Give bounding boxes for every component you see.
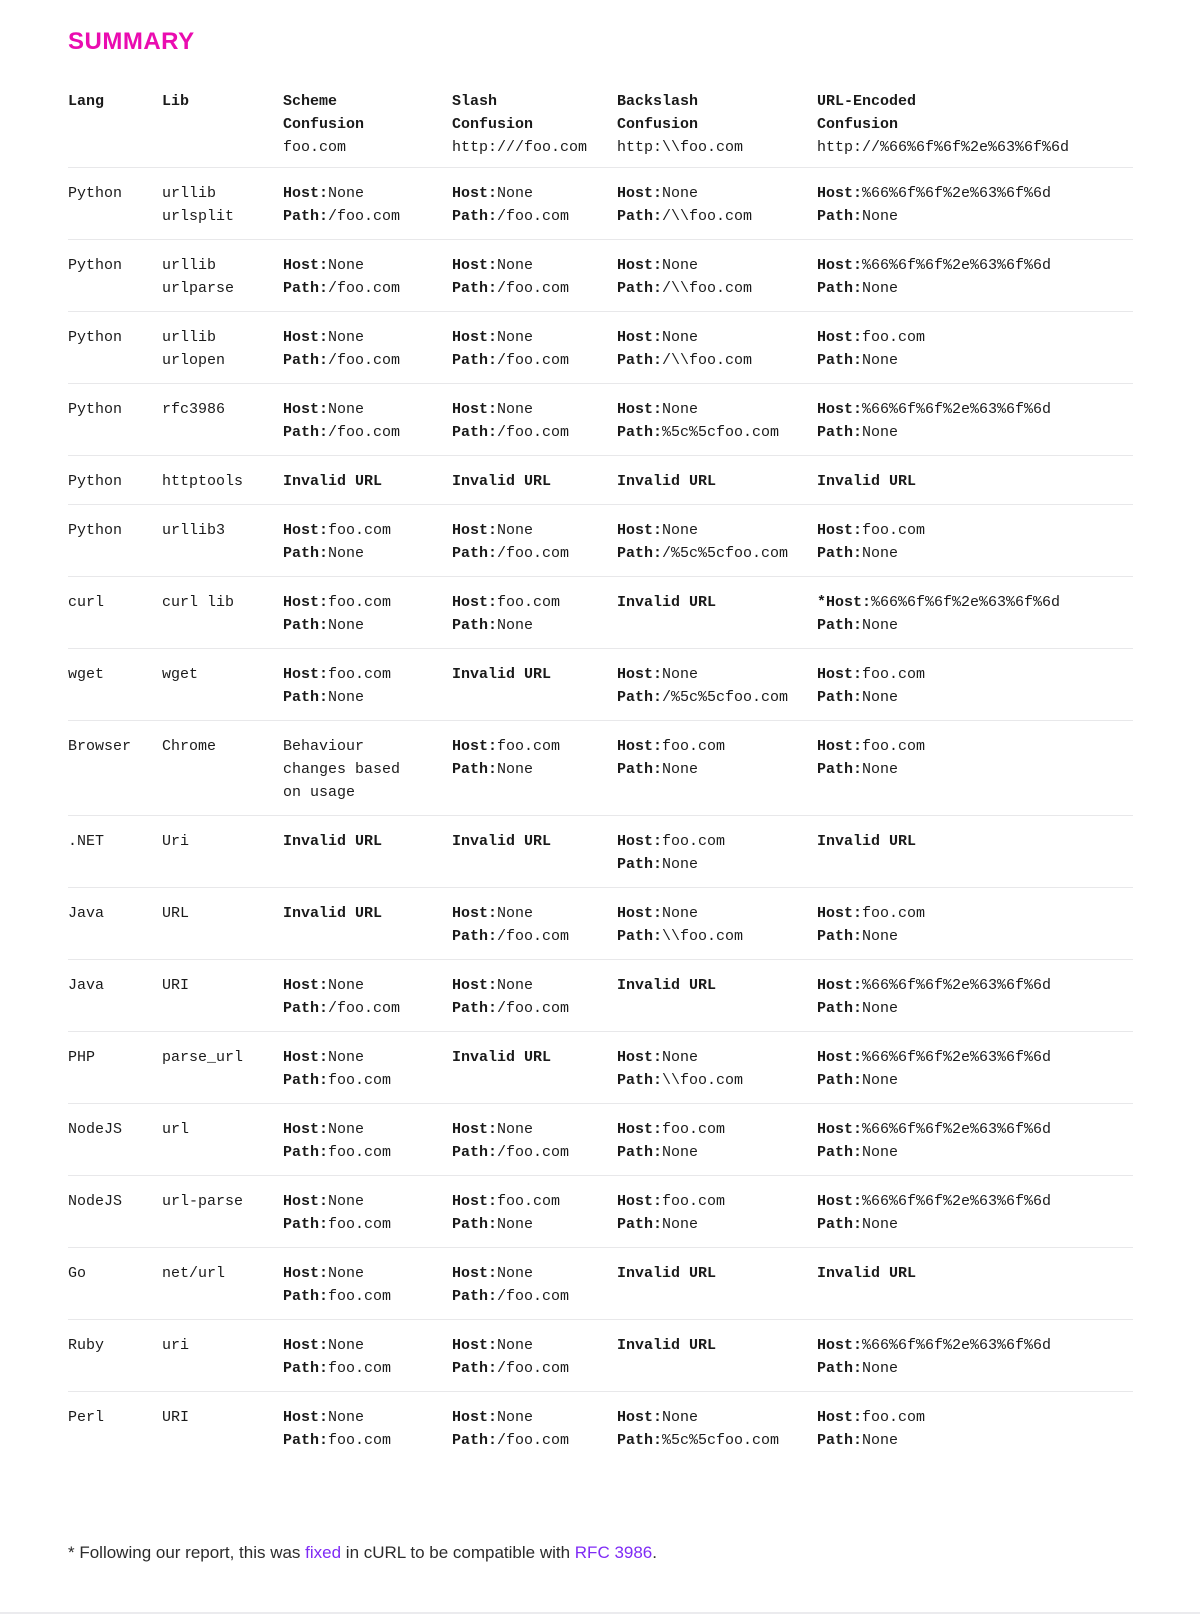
result-cell: Host:None Path:/foo.com [452,905,570,945]
column-example-url: http:///foo.com [452,139,588,156]
footnote [68,1543,1133,1563]
lib-cell: rfc3986 [162,401,226,418]
result-cell: Host:foo.com Path:None [617,1193,726,1233]
result-cell: Host:foo.com Path:None [617,833,726,873]
result-cell: Host:None Path:/%5c%5cfoo.com [617,666,789,706]
lib-cell: URL [162,905,190,922]
result-cell: Host:None Path:/foo.com [283,329,401,369]
result-cell: Invalid URL [283,833,383,850]
lib-cell: wget [162,666,199,683]
lib-cell: Uri [162,833,190,850]
result-cell: Invalid URL [452,833,552,850]
table-row [68,1319,1133,1391]
result-cell: Host:None Path:/%5c%5cfoo.com [617,522,789,562]
result-cell: Host:foo.com Path:None [452,738,561,778]
lib-cell: urllib urlopen [162,329,226,369]
result-cell: Host:None Path:/foo.com [283,401,401,441]
column-header-0: Lang [68,93,105,110]
lang-cell: Python [68,522,123,539]
table-row [68,959,1133,1031]
table-row [68,1175,1133,1247]
result-cell: Host:foo.com Path:None [817,329,926,369]
table-row [68,648,1133,720]
result-cell: Host:foo.com Path:None [817,522,926,562]
lib-cell: parse_url [162,1049,244,1066]
result-cell: Host:None Path:/\\foo.com [617,329,753,369]
result-cell: Host:None Path:/\\foo.com [617,185,753,225]
lang-cell: Python [68,329,123,346]
table-row [68,383,1133,455]
result-cell: Host:%66%6f%6f%2e%63%6f%6d Path:None [817,257,1052,297]
lang-cell: Python [68,257,123,274]
table-row [68,1103,1133,1175]
lib-cell: url [162,1121,190,1138]
summary-table [68,90,1133,1463]
result-cell: Host:foo.com Path:None [283,666,392,706]
column-example-url: http://%66%6f%6f%2e%63%6f%6d [817,139,1070,156]
table-row [68,576,1133,648]
result-cell: Invalid URL [617,594,717,611]
column-header-4: Backslash Confusion http:\\foo.com [617,90,817,159]
table-row [68,311,1133,383]
result-cell: Host:None Path:/foo.com [452,977,570,1017]
lang-cell: Java [68,977,105,994]
column-header-1: Lib [162,93,190,110]
result-cell: Host:None Path:/foo.com [283,257,401,297]
result-cell: Host:%66%6f%6f%2e%63%6f%6d Path:None [817,185,1052,225]
result-cell: Host:None Path:/foo.com [452,257,570,297]
result-cell: Host:None Path:/foo.com [452,1337,570,1377]
result-cell: Host:foo.com Path:None [283,522,392,562]
result-cell: Host:%66%6f%6f%2e%63%6f%6d Path:None [817,1193,1052,1233]
result-cell: Invalid URL [283,905,383,922]
footnote-link[interactable]: RFC 3986 [574,1543,653,1562]
column-example-url: http:\\foo.com [617,139,744,156]
lib-cell: URI [162,977,190,994]
result-cell: Invalid URL [283,473,383,490]
result-cell: Host:None Path:\\foo.com [617,905,744,945]
result-cell: Host:foo.com Path:None [817,905,926,945]
result-cell: Host:%66%6f%6f%2e%63%6f%6d Path:None [817,401,1052,441]
footnote-text: in cURL to be compatible with [341,1543,575,1562]
column-example-url: foo.com [283,139,347,156]
lang-cell: Python [68,401,123,418]
lang-cell: NodeJS [68,1193,123,1210]
table-row [68,1391,1133,1463]
result-cell: Host:None Path:/foo.com [452,401,570,441]
lib-cell: urllib urlsplit [162,185,235,225]
result-cell: Host:None Path:/\\foo.com [617,257,753,297]
result-cell: Host:None Path:foo.com [283,1193,392,1233]
result-cell: Host:foo.com Path:None [817,1409,926,1449]
table-rows [68,167,1133,1463]
table-row [68,167,1133,239]
result-cell: Host:foo.com Path:None [617,738,726,778]
table-row [68,239,1133,311]
result-cell: Host:None Path:foo.com [283,1121,392,1161]
result-cell: Invalid URL [617,1265,717,1282]
result-cell: Invalid URL [817,833,917,850]
result-cell: Host:None Path:foo.com [283,1337,392,1377]
footnote-text: * Following our report, this was [68,1543,306,1562]
result-cell: Host:%66%6f%6f%2e%63%6f%6d Path:None [817,977,1052,1017]
result-cell: Host:None Path:\\foo.com [617,1049,744,1089]
table-row [68,815,1133,887]
lang-cell: PHP [68,1049,96,1066]
lang-cell: Python [68,473,123,490]
table-row [68,1247,1133,1319]
result-cell: Host:foo.com Path:None [817,738,926,778]
footnote-link[interactable]: fixed [305,1543,342,1562]
result-cell: Host:None Path:/foo.com [452,522,570,562]
column-header-5: URL-Encoded Confusion http://%66%6f%6f%2e%63%6f%6d [817,90,1133,159]
result-cell: Host:foo.com Path:None [452,1193,561,1233]
lang-cell: Browser [68,738,132,755]
result-cell: Host:foo.com Path:None [452,594,561,634]
result-cell: Invalid URL [817,1265,917,1282]
result-cell: Invalid URL [452,666,552,683]
column-header-2: Scheme Confusion foo.com [283,90,452,159]
result-cell: Invalid URL [452,473,552,490]
lib-cell: urllib3 [162,522,226,539]
result-cell: Host:%66%6f%6f%2e%63%6f%6d Path:None [817,1121,1052,1161]
table-row [68,455,1133,504]
result-cell: Host:None Path:/foo.com [283,185,401,225]
lang-cell: NodeJS [68,1121,123,1138]
column-header-3: Slash Confusion http:///foo.com [452,90,617,159]
result-cell: Host:None Path:/foo.com [452,1409,570,1449]
result-cell: Host:None Path:foo.com [283,1049,392,1089]
lang-cell: Go [68,1265,87,1282]
result-cell: Host:None Path:%5c%5cfoo.com [617,1409,780,1449]
lang-cell: Python [68,185,123,202]
lib-cell: URI [162,1409,190,1426]
table-header [68,90,1133,167]
result-cell: Host:%66%6f%6f%2e%63%6f%6d Path:None [817,1337,1052,1377]
result-cell: *Host:%66%6f%6f%2e%63%6f%6d Path:None [817,594,1061,634]
lang-cell: Java [68,905,105,922]
table-row [68,720,1133,815]
lang-cell: .NET [68,833,105,850]
table-row [68,504,1133,576]
result-cell: Host:None Path:/foo.com [452,329,570,369]
lib-cell: net/url [162,1265,226,1282]
table-row [68,1031,1133,1103]
lib-cell: uri [162,1337,190,1354]
footnote-text: . [652,1543,657,1562]
result-cell: Host:foo.com Path:None [283,594,392,634]
result-cell: Invalid URL [617,473,717,490]
result-cell: Behaviour changes based on usage [283,738,401,801]
result-cell: Invalid URL [617,1337,717,1354]
result-cell: Host:None Path:%5c%5cfoo.com [617,401,780,441]
lib-cell: urllib urlparse [162,257,235,297]
lang-cell: Ruby [68,1337,105,1354]
lib-cell: httptools [162,473,244,490]
result-cell: Host:None Path:foo.com [283,1265,392,1305]
result-cell: Host:None Path:foo.com [283,1409,392,1449]
result-cell: Invalid URL [452,1049,552,1066]
result-cell: Invalid URL [617,977,717,994]
result-cell: Host:None Path:/foo.com [452,1121,570,1161]
lib-cell: url-parse [162,1193,244,1210]
result-cell: Host:None Path:/foo.com [283,977,401,1017]
result-cell: Invalid URL [817,473,917,490]
lib-cell: curl lib [162,594,235,611]
table-row [68,887,1133,959]
lib-cell: Chrome [162,738,217,755]
result-cell: Host:foo.com Path:None [617,1121,726,1161]
lang-cell: wget [68,666,105,683]
page-title: SUMMARY [68,28,195,55]
result-cell: Host:None Path:/foo.com [452,1265,570,1305]
lang-cell: curl [68,594,105,611]
lang-cell: Perl [68,1409,105,1426]
result-cell: Host:foo.com Path:None [817,666,926,706]
result-cell: Host:None Path:/foo.com [452,185,570,225]
result-cell: Host:%66%6f%6f%2e%63%6f%6d Path:None [817,1049,1052,1089]
